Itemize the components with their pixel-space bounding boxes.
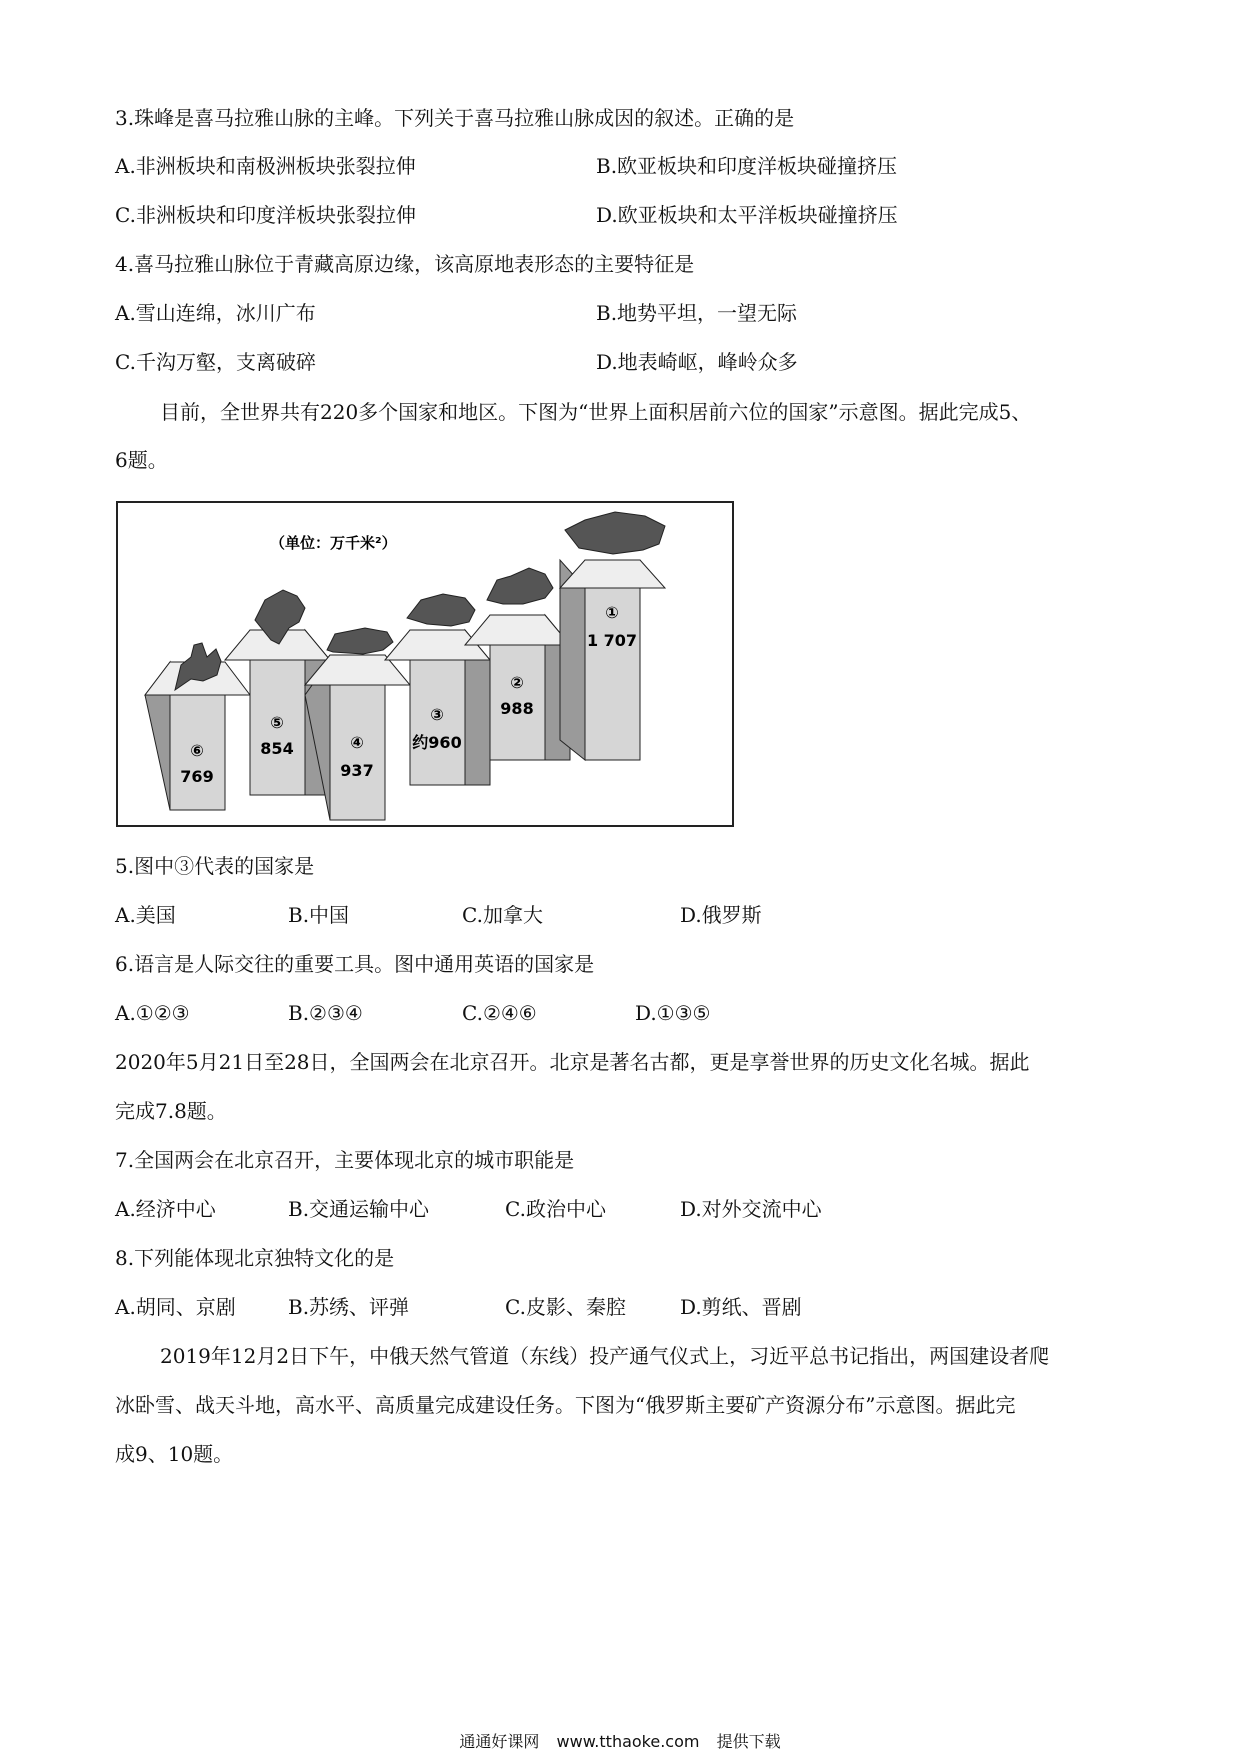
q8-option-a: A.胡同、京剧 (115, 1295, 236, 1319)
q7-option-c: C.政治中心 (505, 1197, 606, 1221)
intro-7-8-line1: 2020年5月21日至28日，全国两会在北京召开。北京是著名古都，更是享誉世界的历史文化名城。据此 (115, 1050, 1030, 1074)
q7-stem: 7.全国两会在北京召开，主要体现北京的城市职能是 (115, 1148, 575, 1172)
bar-mark-4: ④ (350, 733, 364, 752)
q7-option-a: A.经济中心 (115, 1197, 216, 1221)
q8-option-b: B.苏绣、评弹 (288, 1295, 410, 1319)
footer-note: 提供下载 (716, 1732, 781, 1751)
q3-option-c: C.非洲板块和印度洋板块张裂拉伸 (115, 203, 416, 227)
footer-url[interactable]: www.tthaoke.com (556, 1732, 700, 1751)
q8-option-d: D.剪纸、晋剧 (680, 1295, 802, 1319)
q5-stem: 5.图中③代表的国家是 (115, 854, 315, 878)
q4-option-b: B.地势平坦，一望无际 (596, 301, 798, 325)
area-ranking-figure (115, 500, 735, 828)
q7-option-d: D.对外交流中心 (680, 1197, 822, 1221)
q7-option-b: B.交通运输中心 (288, 1197, 430, 1221)
q5-option-b: B.中国 (288, 903, 350, 927)
q3-stem: 3.珠峰是喜马拉雅山脉的主峰。下列关于喜马拉雅山脉成因的叙述。正确的是 (115, 106, 795, 130)
bar-mark-2: ② (510, 673, 524, 692)
bar-value-5: 854 (260, 739, 294, 758)
q5-option-a: A.美国 (115, 903, 176, 927)
q8-stem: 8.下列能体现北京独特文化的是 (115, 1246, 395, 1270)
bar-mark-5: ⑤ (270, 713, 284, 732)
q5-option-d: D.俄罗斯 (680, 903, 762, 927)
q6-option-a: A.①②③ (115, 1001, 190, 1025)
q4-option-c: C.千沟万壑，支离破碎 (115, 350, 316, 374)
q6-option-d: D.①③⑤ (635, 1001, 711, 1025)
page-footer (0, 1729, 1240, 1752)
intro-7-8-line2: 完成7.8题。 (115, 1099, 227, 1123)
q6-option-c: C.②④⑥ (462, 1001, 537, 1025)
bar-value-6: 769 (180, 767, 214, 786)
q5-option-c: C.加拿大 (462, 903, 543, 927)
bar-value-4: 937 (340, 761, 374, 780)
q4-stem: 4.喜马拉雅山脉位于青藏高原边缘，该高原地表形态的主要特征是 (115, 252, 695, 276)
footer-site-name: 通通好课网 (459, 1732, 540, 1751)
intro-5-6-line2: 6题。 (115, 448, 168, 472)
bar-value-3: 约960 (412, 733, 462, 752)
unit-label: （单位：万千米²） (270, 534, 397, 552)
intro-9-10-line3: 成9、10题。 (115, 1442, 234, 1466)
bar-value-2: 988 (500, 699, 534, 718)
intro-9-10-line1: 2019年12月2日下午，中俄天然气管道（东线）投产通气仪式上，习近平总书记指出，两国建设者爬 (160, 1344, 1050, 1368)
bar-value-1: 1 707 (586, 631, 638, 650)
q4-option-d: D.地表崎岖，峰岭众多 (596, 350, 798, 374)
intro-9-10-line2: 冰卧雪、战天斗地，高水平、高质量完成建设任务。下图为“俄罗斯主要矿产资源分布”示意图。据此完 (115, 1393, 1016, 1417)
bar-mark-6: ⑥ (190, 741, 204, 760)
q6-stem: 6.语言是人际交往的重要工具。图中通用英语的国家是 (115, 952, 595, 976)
q3-option-a: A.非洲板块和南极洲板块张裂拉伸 (115, 154, 416, 178)
bar-mark-3: ③ (430, 705, 444, 724)
q3-option-d: D.欧亚板块和太平洋板块碰撞挤压 (596, 203, 898, 227)
q8-option-c: C.皮影、秦腔 (505, 1295, 626, 1319)
bar-mark-1: ① (605, 603, 619, 622)
q4-option-a: A.雪山连绵，冰川广布 (115, 301, 316, 325)
q6-option-b: B.②③④ (288, 1001, 363, 1025)
intro-5-6-line1: 目前，全世界共有220多个国家和地区。下图为“世界上面积居前六位的国家”示意图。据此完成5、 (160, 400, 1032, 424)
q3-option-b: B.欧亚板块和印度洋板块碰撞挤压 (596, 154, 898, 178)
